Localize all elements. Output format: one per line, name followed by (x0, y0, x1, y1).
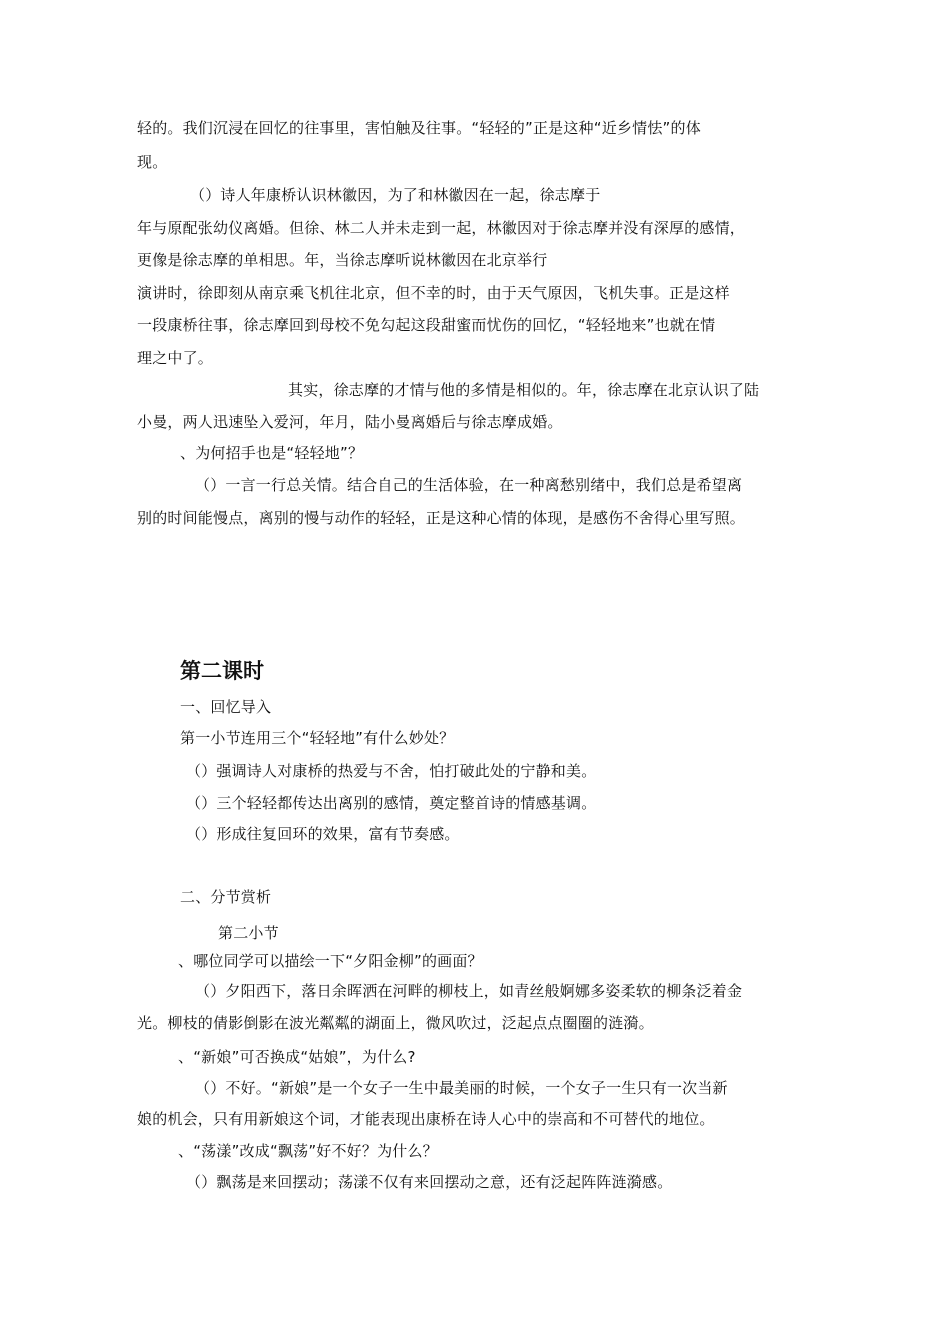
text-line: （）夕阳西下，落日余晖洒在河畔的柳枝上，如青丝般婀娜多姿柔软的柳条泛着金 (195, 982, 743, 1000)
text-line: 轻的。我们沉浸在回忆的往事里，害怕触及往事。“轻轻的”正是这种“近乡情怯”的体 (137, 119, 701, 137)
text-line: 第一小节连用三个“轻轻地”有什么妙处？ (180, 729, 455, 747)
text-line: 别的时间能慢点，离别的慢与动作的轻轻，正是这种心情的体现，是感伤不舍得心里写照。 (137, 509, 746, 527)
text-line: 娘的机会，只有用新娘这个词，才能表现出康桥在诗人心中的崇高和不可替代的地位。 (137, 1110, 715, 1128)
text-line: （）诗人年康桥认识林徽因，为了和林徽因在一起，徐志摩于 (190, 186, 601, 204)
text-line: 其实，徐志摩的才情与他的多情是相似的。年，徐志摩在北京认识了陆 (288, 381, 760, 399)
text-line: 小曼，两人迅速坠入爱河，年月，陆小曼离婚后与徐志摩成婚。 (137, 413, 563, 431)
text-line: 更像是徐志摩的单相思。年，当徐志摩听说林徽因在北京举行 (137, 251, 548, 269)
text-line: （）强调诗人对康桥的热爱与不舍，怕打破此处的宁静和美。 (186, 762, 597, 780)
text-line: （）形成往复回环的效果，富有节奏感。 (186, 825, 460, 843)
text-line: 现。 (137, 153, 168, 171)
text-line: 理之中了。 (137, 349, 214, 367)
text-line: （）不好。“新娘”是一个女子一生中最美丽的时候，一个女子一生只有一次当新 (195, 1079, 728, 1097)
text-line: 、“荡漾”改成“飘荡”好不好？为什么？ (178, 1142, 438, 1160)
text-line: （）一言一行总关情。结合自己的生活体验，在一种离愁别绪中，我们总是希望离 (195, 476, 743, 494)
text-line: 一段康桥往事，徐志摩回到母校不免勾起这段甜蜜而忧伤的回忆，“轻轻地来”也就在情 (137, 316, 716, 334)
text-line: 、“新娘”可否换成“姑娘”，为什么? (178, 1048, 416, 1066)
text-line: （）三个轻轻都传达出离别的感情，奠定整首诗的情感基调。 (186, 794, 597, 812)
section-heading: 第二课时 (180, 659, 264, 683)
text-line: 二、分节赏析 (180, 888, 272, 906)
text-line: 年与原配张幼仪离婚。但徐、林二人并未走到一起，林徽因对于徐志摩并没有深厚的感情， (137, 219, 746, 237)
text-line: 、为何招手也是“轻轻地”？ (180, 444, 364, 462)
text-line: 演讲时，徐即刻从南京乘飞机往北京，但不幸的时，由于天气原因，飞机失事。正是这样 (137, 284, 730, 302)
text-line: 第二小节 (218, 924, 279, 942)
text-line: 光。柳枝的倩影倒影在波光粼粼的湖面上，微风吹过，泛起点点圈圈的涟漪。 (137, 1014, 654, 1032)
text-line: （）飘荡是来回摆动；荡漾不仅有来回摆动之意，还有泛起阵阵涟漪感。 (186, 1173, 673, 1191)
text-line: 一、回忆导入 (180, 698, 272, 716)
text-line: 、哪位同学可以描绘一下“夕阳金柳”的画面？ (178, 952, 483, 970)
